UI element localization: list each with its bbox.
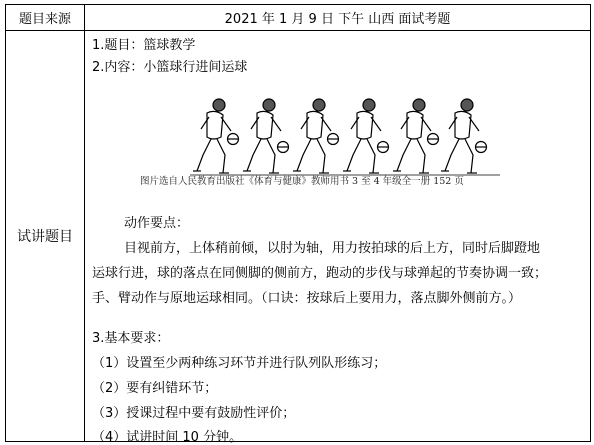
requirement-item: （2）要有纠错环节； [92,381,218,396]
image-caption: 图片选自人民教育出版社《体育与健康》教师用书 3 至 4 年级全一册 152 页 [140,176,464,187]
requirement-item: （4）试讲时间 10 分钟。 [92,430,243,445]
requirement-item: （1）设置至少两种练习环节并进行队列队形练习； [92,356,387,371]
key-point-line: 手、臂动作与原地运球相同。（口诀：按球后上要用力，落点脚外侧前方。） [92,291,522,306]
header-divider [6,30,590,31]
dribbling-figure [393,99,439,173]
column-divider [84,5,85,441]
exam-table [5,4,591,445]
requirement-item: （3）授课过程中要有鼓励性评价； [92,406,296,421]
row-label-topic: 试讲题目 [17,229,73,245]
topic-title: 1.题目：篮球教学 [92,38,196,53]
header-source-value: 2021 年 1 月 9 日 下午 山西 面试考题 [224,12,451,27]
dribbling-figure [343,99,389,173]
dribbling-figure [441,99,487,173]
topic-content-line: 2.内容：小篮球行进间运球 [92,60,248,75]
dribbling-figure [193,99,239,173]
dribbling-figure [293,99,339,173]
requirements-title: 3.基本要求： [92,331,170,346]
key-points-title: 动作要点： [124,216,190,231]
dribbling-figure [243,99,289,173]
key-point-line: 目视前方，上体稍前倾，以肘为轴，用力按拍球的后上方，同时后脚蹬地 [124,241,541,256]
topic-content [90,32,586,445]
key-point-line: 运球行进，球的落点在同侧脚的侧前方，跑动的步伐与球弹起的节奏协调一致； [92,266,548,281]
header-source-label: 题目来源 [18,12,71,27]
